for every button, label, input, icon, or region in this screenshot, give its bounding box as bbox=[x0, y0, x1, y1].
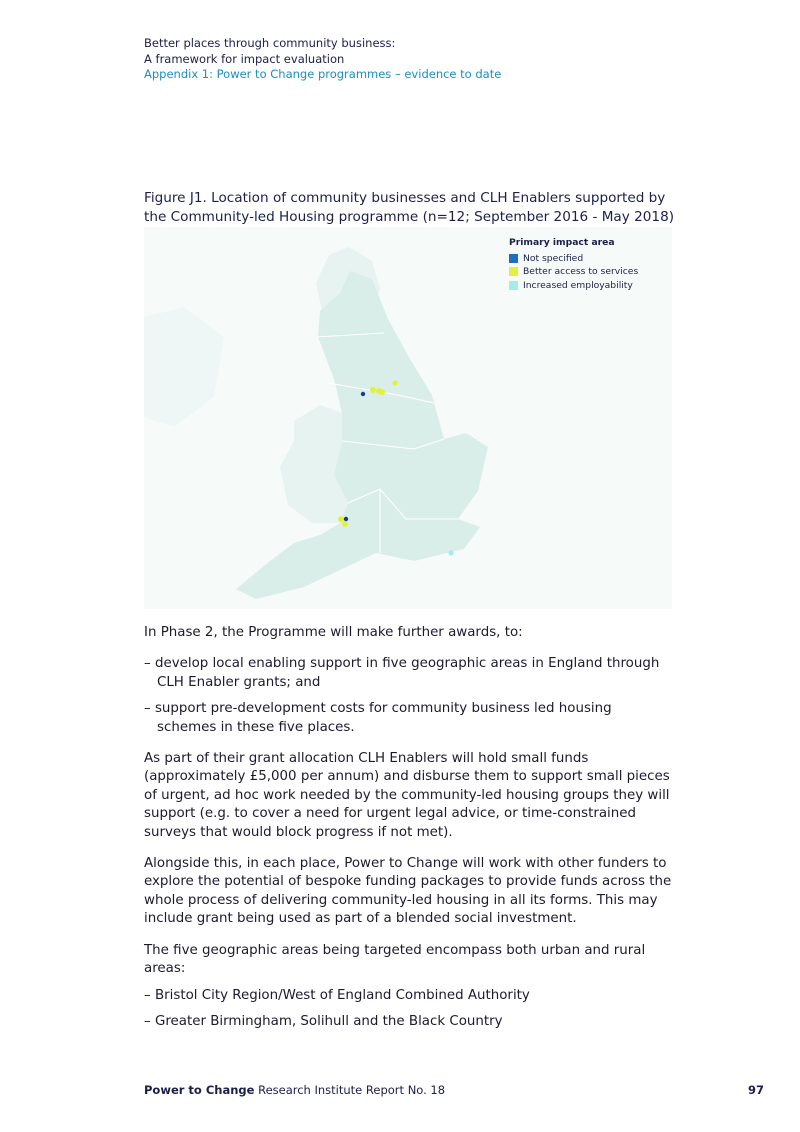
legend-swatch bbox=[509, 254, 518, 263]
footer-report: Research Institute Report No. 18 bbox=[254, 1083, 446, 1097]
header-line-1: Better places through community business: bbox=[144, 36, 396, 50]
legend-item-better-access bbox=[509, 265, 638, 279]
marker-better-access bbox=[370, 387, 376, 393]
legend-label: Better access to services bbox=[523, 266, 639, 278]
legend-item-not-specified bbox=[509, 252, 638, 266]
marker-increased-employability bbox=[448, 550, 453, 555]
marker-better-access bbox=[338, 516, 344, 522]
intro-paragraph: In Phase 2, the Programme will make further awards, to: bbox=[144, 625, 523, 640]
running-header bbox=[144, 36, 501, 83]
header-line-2: A framework for impact evaluation bbox=[144, 51, 345, 66]
legend-swatch bbox=[509, 267, 518, 276]
page-number: 97 bbox=[747, 1083, 764, 1097]
header-line-3: Appendix 1: Power to Change programmes – evidence to date bbox=[144, 67, 502, 81]
marker-better-access bbox=[342, 521, 348, 527]
paragraph-areas-intro: The five geographic areas being targeted encompass both urban and rural areas: bbox=[144, 942, 646, 977]
bullet-item: – support pre-development costs for community business led housing schemes in these five places. bbox=[144, 701, 612, 735]
marker-not-specified bbox=[344, 517, 348, 521]
bullet-item: – develop local enabling support in five geographic areas in England through CLH Enabler grants; and bbox=[144, 656, 660, 690]
legend-title: Primary impact area bbox=[509, 237, 615, 248]
marker-better-access bbox=[379, 389, 385, 395]
marker-not-specified bbox=[361, 392, 365, 396]
legend-label: Increased employability bbox=[523, 279, 633, 291]
area-item: – Greater Birmingham, Solihull and the Black Country bbox=[144, 1013, 503, 1029]
body-text bbox=[144, 624, 674, 1031]
area-item: – Bristol City Region/West of England Combined Authority bbox=[144, 987, 530, 1003]
page-footer bbox=[144, 1083, 764, 1097]
paragraph-enabler-funds: As part of their grant allocation CLH Enablers will hold small funds (approximately £5,000 per annum) and disburse them to support small pieces of urgent, ad hoc work needed by the community-led housing groups they will support (e.g. to cover a need for urgent legal advice, or time-constrained surveys that would block progress if not met). bbox=[144, 751, 670, 840]
marker-better-access bbox=[392, 380, 397, 385]
paragraph-funders: Alongside this, in each place, Power to Change will work with other funders to explore the potential of bespoke funding packages to provide funds across the whole process of delivering community-led housing in all its forms. This may include grant being used as part of a blended social investment. bbox=[144, 856, 672, 927]
ireland-region bbox=[144, 307, 224, 427]
map-legend bbox=[509, 236, 638, 292]
legend-label: Not specified bbox=[523, 252, 584, 264]
legend-swatch bbox=[509, 281, 518, 290]
legend-item-employability bbox=[509, 279, 638, 293]
map-figure bbox=[144, 227, 672, 609]
footer-brand: Power to Change bbox=[144, 1083, 255, 1097]
england-region bbox=[236, 271, 488, 599]
figure-title: Figure J1. Location of community businesses and CLH Enablers supported by the Community-led Housing programme (n=12; September 2016 - May 2018) bbox=[144, 190, 675, 225]
